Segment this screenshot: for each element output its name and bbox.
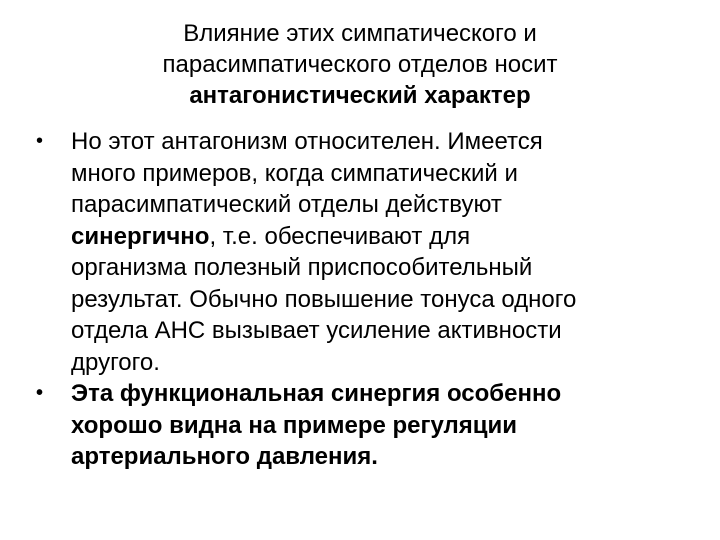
- title-line-3: антагонистический характер: [189, 82, 531, 109]
- bullet-2-line-1: Эта функциональная синергия особенно: [71, 380, 562, 407]
- bullet-2-line-3: артериального давления.: [71, 443, 378, 470]
- bullet-1-line-4: [71, 221, 686, 253]
- bullet-1-line-7: отдела АНС вызывает усиление активности: [71, 317, 562, 344]
- bold-term-synergic: синергично: [71, 222, 210, 250]
- title-line-1: Влияние этих симпатического и: [183, 20, 537, 47]
- title-line-2: парасимпатического отделов носит: [162, 51, 558, 78]
- bullet-1-line-4-rest: , т.е. обеспечивают для: [209, 222, 471, 250]
- bullet-2-line-2: хорошо видна на примере регуляции: [71, 411, 518, 439]
- bullet-1-line-3: парасимпатический отделы действуют: [71, 191, 502, 218]
- bullet-marker: •: [36, 130, 44, 152]
- bullet-item-1: [36, 126, 686, 378]
- bullet-1-line-6: результат. Обычно повышение тонуса одного: [71, 285, 577, 313]
- slide-body: [36, 126, 686, 473]
- bullet-1-line-8: другого.: [71, 348, 160, 376]
- bullet-item-2: [36, 378, 686, 473]
- bullet-marker: •: [36, 382, 44, 404]
- bullet-1-line-1: Но этот антагонизм относителен. Имеется: [71, 128, 543, 155]
- slide-title: [100, 18, 620, 111]
- bullet-1-line-5: организма полезный приспособительный: [71, 254, 533, 281]
- bullet-1-line-2: много примеров, когда симпатический и: [71, 159, 518, 187]
